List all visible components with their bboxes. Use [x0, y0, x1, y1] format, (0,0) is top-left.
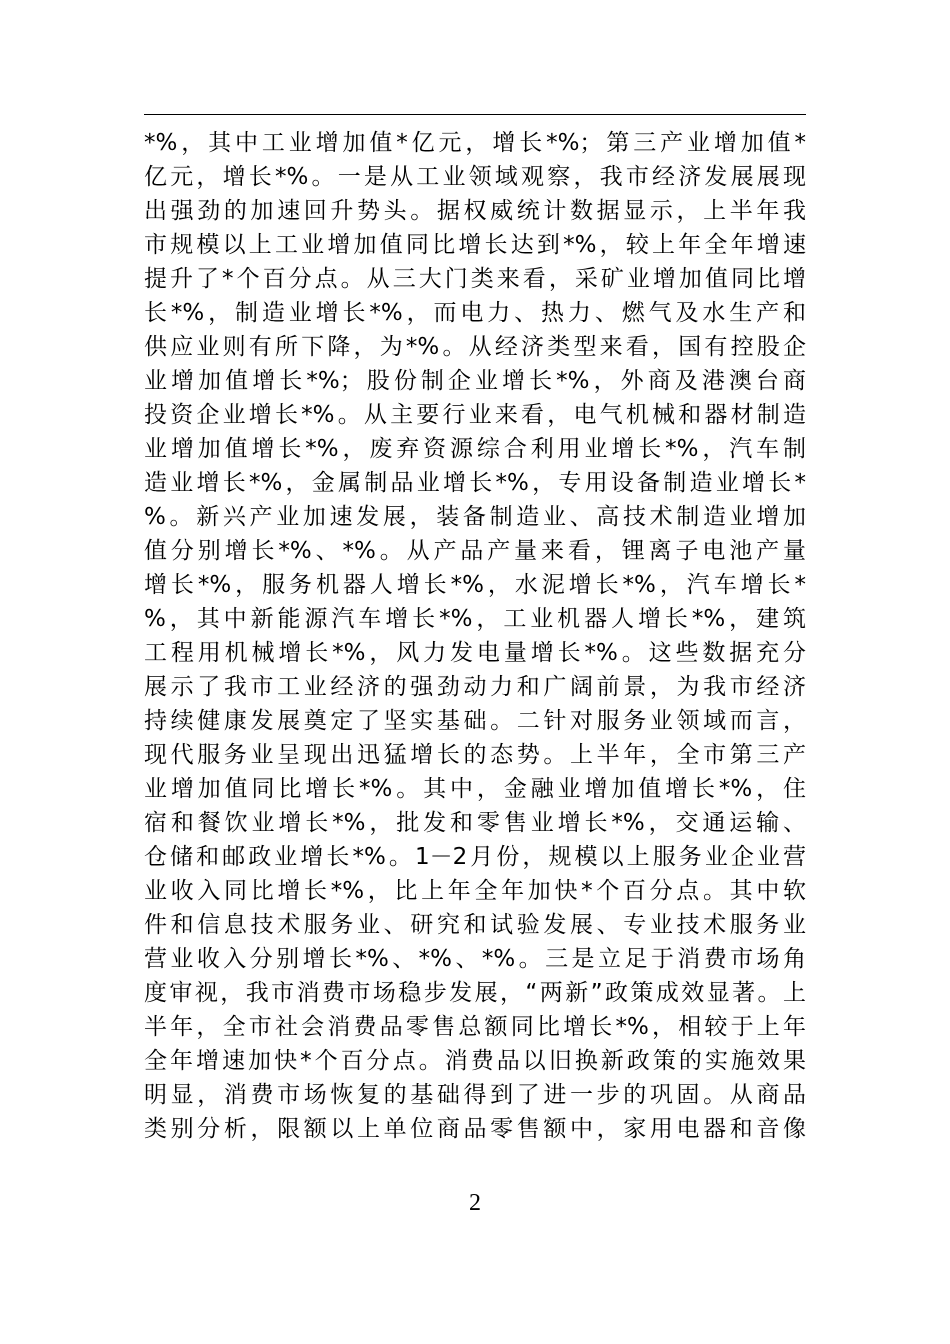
text-line: 长*%，制造业增长*%，而电力、热力、燃气及水生产和	[144, 300, 806, 326]
text-line: 全年增速加快*个百分点。消费品以旧换新政策的实施效果	[144, 1048, 806, 1074]
text-line: 持续健康发展奠定了坚实基础。二针对服务业领域而言，	[144, 708, 806, 734]
text-line: 展示了我市工业经济的强劲动力和广阔前景，为我市经济	[144, 674, 806, 700]
text-line: 营业收入分别增长*%、*%、*%。三是立足于消费市场角	[144, 946, 806, 972]
text-line: 出强劲的加速回升势头。据权威统计数据显示，上半年我	[144, 198, 806, 224]
text-line: 造业增长*%，金属制品业增长*%，专用设备制造业增长*	[144, 470, 806, 496]
header-rule	[144, 114, 806, 115]
text-line: 市规模以上工业增加值同比增长达到*%，较上年全年增速	[144, 232, 806, 258]
text-line: 业增加值增长*%，废弃资源综合利用业增长*%，汽车制	[144, 436, 806, 462]
text-line: 仓储和邮政业增长*%。1－2月份，规模以上服务业企业营	[144, 844, 806, 870]
text-line: %，其中新能源汽车增长*%，工业机器人增长*%，建筑	[144, 606, 806, 632]
text-line: 工程用机械增长*%，风力发电量增长*%。这些数据充分	[144, 640, 806, 666]
text-line: 业增加值同比增长*%。其中，金融业增加值增长*%，住	[144, 776, 806, 802]
body-text	[144, 126, 806, 1146]
text-line: 度审视，我市消费市场稳步发展，“两新”政策成效显著。上	[144, 980, 806, 1006]
text-line: 半年，全市社会消费品零售总额同比增长*%，相较于上年	[144, 1014, 806, 1040]
text-line: 件和信息技术服务业、研究和试验发展、专业技术服务业	[144, 912, 806, 938]
text-line: 值分别增长*%、*%。从产品产量来看，锂离子电池产量	[144, 538, 806, 564]
text-line: 业收入同比增长*%，比上年全年加快*个百分点。其中软	[144, 878, 806, 904]
text-line: *%，其中工业增加值*亿元，增长*%；第三产业增加值*	[144, 130, 806, 156]
text-line: 供应业则有所下降，为*%。从经济类型来看，国有控股企	[144, 334, 806, 360]
page-number: 2	[469, 1190, 481, 1216]
text-line: %。新兴产业加速发展，装备制造业、高技术制造业增加	[144, 504, 806, 530]
text-line: 宿和餐饮业增长*%，批发和零售业增长*%，交通运输、	[144, 810, 806, 836]
text-line: 现代服务业呈现出迅猛增长的态势。上半年，全市第三产	[144, 742, 806, 768]
text-line: 增长*%，服务机器人增长*%，水泥增长*%，汽车增长*	[144, 572, 806, 598]
text-line: 亿元，增长*%。一是从工业领域观察，我市经济发展展现	[144, 164, 806, 190]
text-line: 明显，消费市场恢复的基础得到了进一步的巩固。从商品	[144, 1082, 806, 1108]
text-line: 类别分析，限额以上单位商品零售额中，家用电器和音像	[144, 1116, 806, 1142]
text-line: 投资企业增长*%。从主要行业来看，电气机械和器材制造	[144, 402, 806, 428]
text-line: 提升了*个百分点。从三大门类来看，采矿业增加值同比增	[144, 266, 806, 292]
text-line: 业增加值增长*%；股份制企业增长*%，外商及港澳台商	[144, 368, 806, 394]
